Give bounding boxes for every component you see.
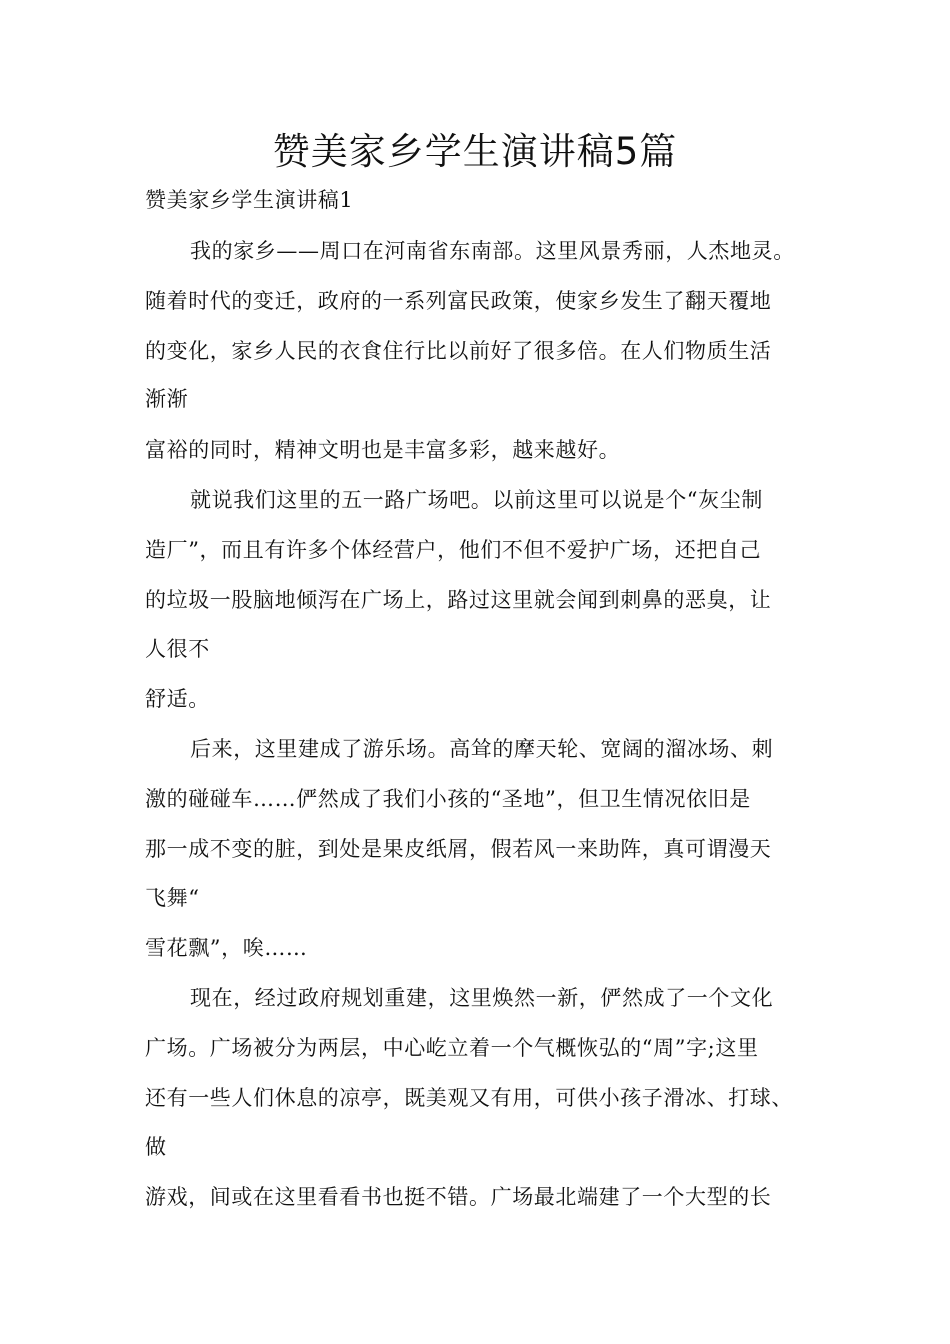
section-heading: 赞美家乡学生演讲稿1 [145, 188, 354, 212]
text-line: 广场。广场被分为两层，中心屹立着一个气概恢弘的“周”字;这里 [145, 1036, 759, 1060]
text-line: 后来，这里建成了游乐场。高耸的摩天轮、宽阔的溜冰场、刺 [190, 737, 774, 761]
text-line: 激的碰碰车……俨然成了我们小孩的“圣地”，但卫生情况依旧是 [145, 787, 751, 811]
text-line: 现在，经过政府规划重建，这里焕然一新，俨然成了一个文化 [190, 986, 774, 1010]
text-line: 渐渐 [145, 387, 189, 411]
text-line: 雪花飘”，唉…… [145, 936, 308, 960]
text-line: 随着时代的变迁，政府的一系列富民政策，使家乡发生了翻天覆地 [145, 289, 772, 313]
text-line: 舒适。 [145, 687, 210, 711]
text-line: 富裕的同时，精神文明也是丰富多彩，越来越好。 [145, 438, 621, 462]
text-line: 还有一些人们休息的凉亭，既美观又有用，可供小孩子滑冰、打球、 [145, 1086, 793, 1110]
text-line: 做 [145, 1135, 167, 1159]
text-line: 的垃圾一股脑地倾泻在广场上，路过这里就会闻到刺鼻的恶臭，让 [145, 588, 772, 612]
text-line: 游戏，间或在这里看看书也挺不错。广场最北端建了一个大型的长 [145, 1185, 772, 1209]
text-line: 那一成不变的脏，到处是果皮纸屑，假若风一来助阵，真可谓漫天 [145, 837, 772, 861]
document-title: 赞美家乡学生演讲稿5篇 [272, 130, 678, 173]
text-line: 造厂”，而且有许多个体经营户，他们不但不爱护广场，还把自己 [145, 538, 762, 562]
text-line: 飞舞“ [145, 886, 200, 910]
text-line: 就说我们这里的五一路广场吧。以前这里可以说是个“灰尘制 [190, 488, 763, 512]
text-line: 人很不 [145, 637, 210, 661]
text-line: 我的家乡——周口在河南省东南部。这里风景秀丽，人杰地灵。 [190, 239, 795, 263]
text-line: 的变化，家乡人民的衣食住行比以前好了很多倍。在人们物质生活 [145, 339, 772, 363]
